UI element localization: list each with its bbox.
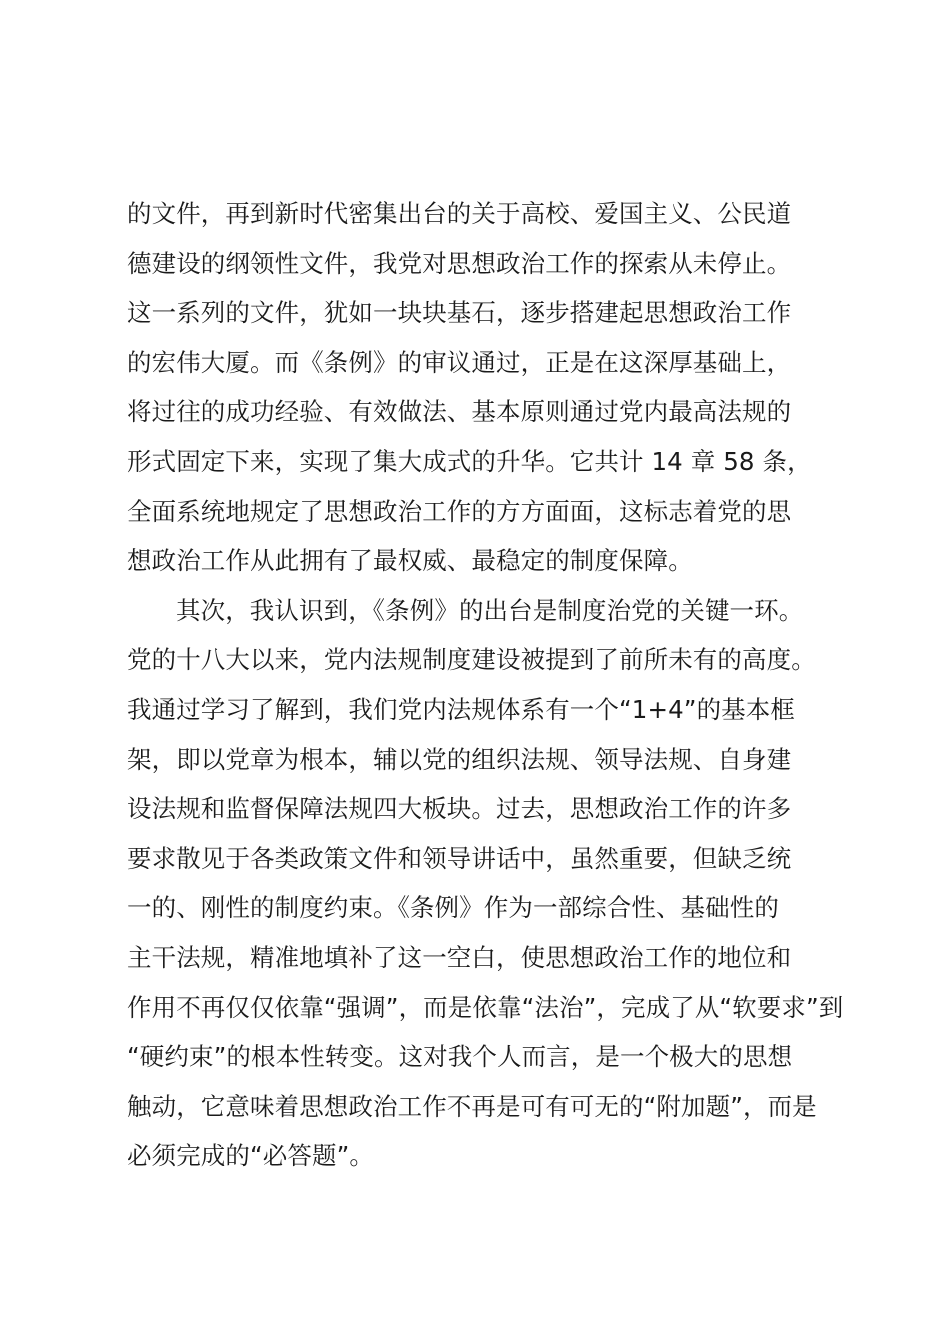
- text-line: 必须完成的“必答题”。: [127, 1141, 374, 1171]
- text-line: 一的、刚性的制度约束。《条例》作为一部综合性、基础性的: [127, 893, 779, 923]
- text-line: 的文件，再到新时代密集出台的关于高校、爱国主义、公民道: [127, 199, 792, 228]
- text-line: 全面系统地规定了思想政治工作的方方面面，这标志着党的思: [127, 496, 792, 526]
- text-line: 作用不再仅仅依靠“强调”，而是依靠“法治”，完成了从“软要求”到: [127, 992, 844, 1022]
- text-line: 设法规和监督保障法规四大板块。过去，思想政治工作的许多: [127, 794, 792, 824]
- text-line: 这一系列的文件，犹如一块块基石，逐步搭建起思想政治工作: [127, 298, 792, 328]
- text-line: 党的十八大以来，党内法规制度建设被提到了前所未有的高度。: [127, 645, 816, 675]
- text-line: 我通过学习了解到，我们党内法规体系有一个“1+4”的基本框: [127, 694, 795, 724]
- text-line: 形式固定下来，实现了集大成式的升华。它共计 14 章 58 条，: [127, 446, 812, 476]
- text-line: “硬约束”的根本性转变。这对我个人而言，是一个极大的思想: [127, 1042, 793, 1072]
- paragraph-start-line: 其次，我认识到，《条例》的出台是制度治党的关键一环。: [176, 595, 804, 625]
- document-body: [127, 189, 847, 1181]
- text-line: 要求散见于各类政策文件和领导讲话中，虽然重要，但缺乏统: [127, 843, 792, 873]
- text-line: 触动，它意味着思想政治工作不再是可有可无的“附加题”，而是: [127, 1091, 817, 1121]
- text-line: 想政治工作从此拥有了最权威、最稳定的制度保障。: [127, 546, 693, 576]
- text-line: 架，即以党章为根本，辅以党的组织法规、领导法规、自身建: [127, 744, 792, 774]
- text-line: 主干法规，精准地填补了这一空白，使思想政治工作的地位和: [127, 942, 792, 972]
- text-line: 德建设的纲领性文件，我党对思想政治工作的探索从未停止。: [127, 248, 792, 278]
- text-line: 的宏伟大厦。而《条例》的审议通过，正是在这深厚基础上，: [127, 347, 792, 377]
- text-line: 将过往的成功经验、有效做法、基本原则通过党内最高法规的: [127, 397, 792, 427]
